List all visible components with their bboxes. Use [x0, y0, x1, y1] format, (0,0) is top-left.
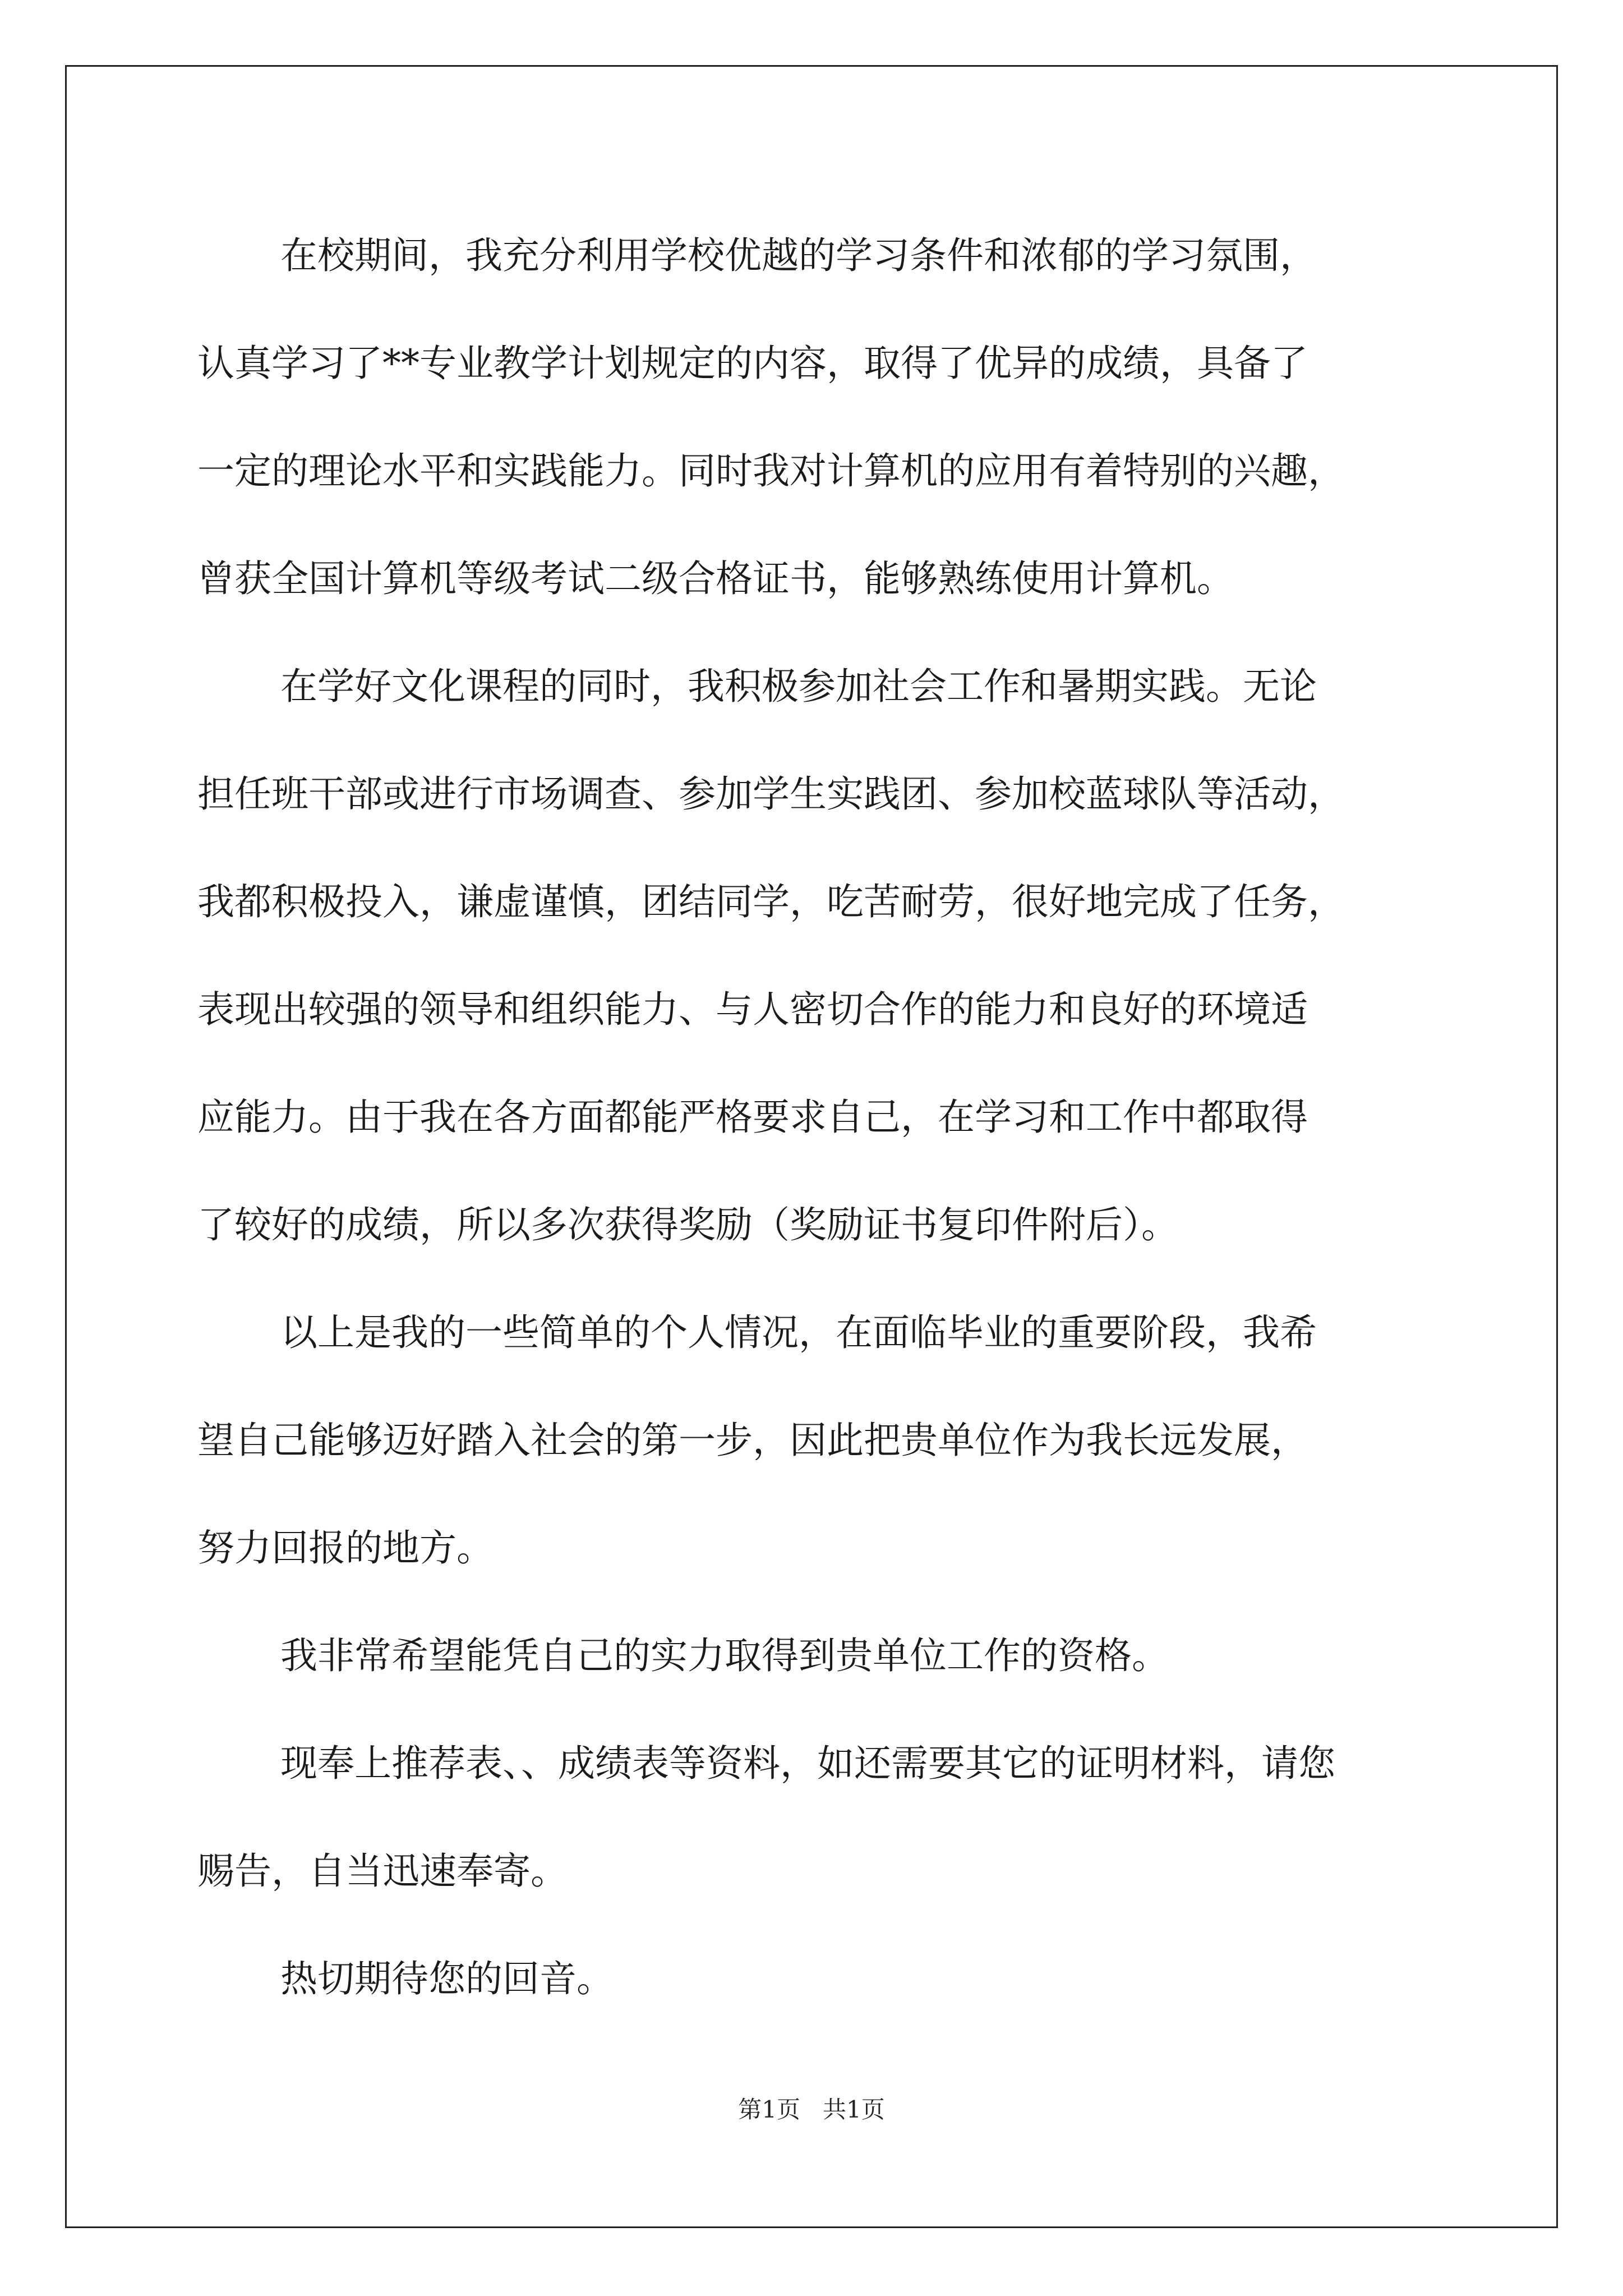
body-line-14: 我非常希望能凭自己的实力取得到贵单位工作的资格。 [280, 1634, 1169, 1677]
body-line-12: 望自己能够迈好踏入社会的第一步，因此把贵单位作为我长远发展， [197, 1419, 1308, 1462]
body-line-2: 认真学习了**专业教学计划规定的内容，取得了优异的成绩，具备了 [197, 342, 1308, 385]
body-line-15: 现奉上推荐表、、成绩表等资料，如还需要其它的证明材料，请您 [280, 1742, 1335, 1785]
body-line-10: 了较好的成绩，所以多次获得奖励（奖励证书复印件附后）。 [197, 1203, 1178, 1246]
page-footer: 第1页 共1页 [738, 2096, 885, 2123]
body-line-9: 应能力。由于我在各方面都能严格要求自己，在学习和工作中都取得 [197, 1096, 1308, 1139]
body-line-7: 我都积极投入，谦虚谨慎，团结同学，吃苦耐劳，很好地完成了任务， [197, 880, 1345, 923]
body-line-13: 努力回报的地方。 [197, 1526, 494, 1570]
body-line-11: 以上是我的一些简单的个人情况，在面临毕业的重要阶段，我希 [280, 1311, 1317, 1354]
body-line-17: 热切期待您的回音。 [280, 1957, 614, 2000]
body-line-5: 在学好文化课程的同时，我积极参加社会工作和暑期实践。无论 [280, 665, 1317, 708]
body-line-4: 曾获全国计算机等级考试二级合格证书，能够熟练使用计算机。 [197, 557, 1234, 600]
body-line-1: 在校期间，我充分利用学校优越的学习条件和浓郁的学习氛围， [280, 234, 1317, 277]
document-body [197, 202, 1465, 2033]
body-line-6: 担任班干部或进行市场调查、参加学生实践团、参加校蓝球队等活动， [197, 772, 1345, 816]
body-line-16: 赐告，自当迅速奉寄。 [197, 1849, 568, 1893]
body-line-3: 一定的理论水平和实践能力。同时我对计算机的应用有着特别的兴趣， [197, 449, 1345, 493]
body-line-8: 表现出较强的领导和组织能力、与人密切合作的能力和良好的环境适 [197, 988, 1308, 1031]
